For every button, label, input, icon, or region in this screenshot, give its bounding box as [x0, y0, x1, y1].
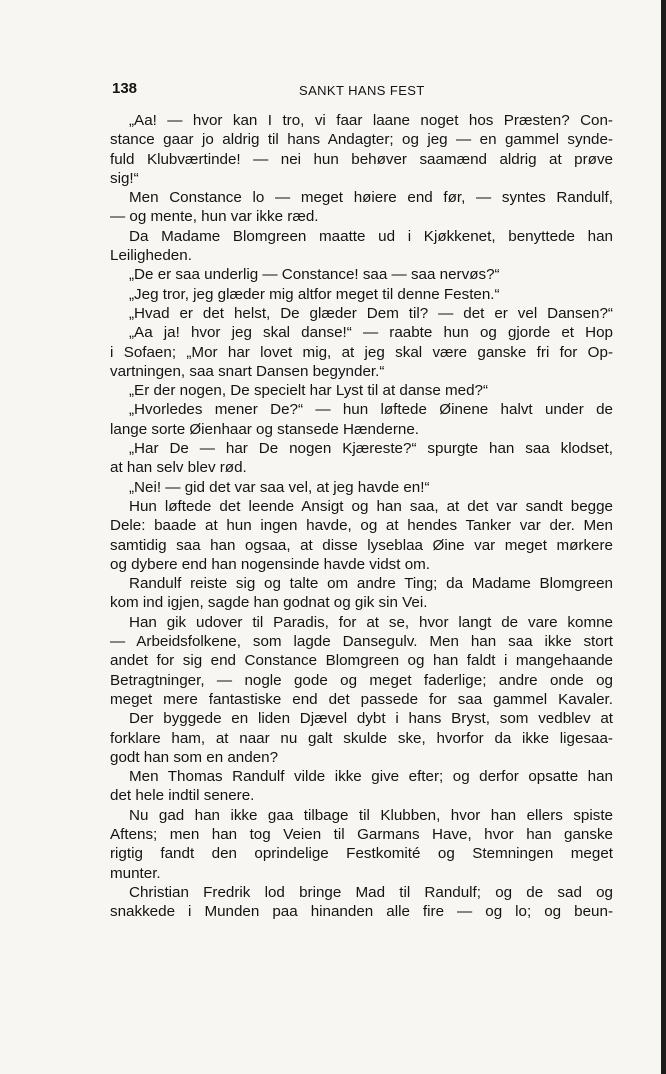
running-title: SANKT HANS FEST [299, 83, 425, 98]
text-line: andet for sig end Constance Blomgreen og han faldt i mangehaande [110, 652, 613, 670]
page-header [112, 80, 614, 102]
text-line: „Hvad er det helst, De glæder Dem til? — det er vel Dansen?“ [129, 304, 613, 322]
text-line: Betragtninger, — nogle gode og meget faderlige; andre onde og [110, 671, 613, 689]
text-line: „Hvorledes mener De?“ — hun løftede Øinene halvt under de [129, 401, 613, 419]
text-line: at han selv blev rød. [110, 459, 247, 477]
text-line: „Nei! — gid det var saa vel, at jeg havde en!“ [129, 478, 430, 496]
text-line: vartningen, saa snart Dansen begynder.“ [110, 362, 385, 380]
text-line: — og mente, hun var ikke ræd. [110, 208, 319, 226]
text-line: Christian Fredrik lod bringe Mad til Randulf; og de sad og [129, 883, 613, 901]
text-line: Aftens; men han tog Veien til Garmans Have, hvor han ganske [110, 825, 613, 843]
text-line: munter. [110, 864, 161, 882]
text-line: Der byggede en liden Djævel dybt i hans Bryst, som vedblev at [129, 710, 613, 728]
text-line: Han gik udover til Paradis, for at se, hvor langt de vare komne [129, 613, 613, 631]
text-line: det hele indtil senere. [110, 787, 255, 805]
text-line: „Aa ja! hvor jeg skal danse!“ — raabte hun og gjorde et Hop [129, 324, 613, 342]
text-line: „Har De — har De nogen Kjæreste?“ spurgte han saa klodset, [129, 440, 613, 458]
text-line: snakkede i Munden paa hinanden alle fire — og lo; og beun- [110, 903, 613, 921]
text-line: Men Thomas Randulf vilde ikke give efter; og derfor opsatte han [129, 768, 613, 786]
text-line: Da Madame Blomgreen maatte ud i Kjøkkenet, benyttede han [129, 227, 613, 245]
text-line: sig!“ [110, 169, 139, 187]
text-line: forklare ham, at naar nu galt skulde ske, hvorfor da ikke ligesaa- [110, 729, 613, 747]
text-line: lange sorte Øienhaar og stansede Hænderne. [110, 420, 420, 438]
text-line: „Er der nogen, De specielt har Lyst til at danse med?“ [129, 382, 489, 400]
text-line: samtidig saa han ogsaa, at disse lyseblaa Øine var meget mørkere [110, 536, 613, 554]
text-line: — Arbeidsfolkene, som lagde Dansegulv. Men han saa ikke stort [110, 633, 613, 651]
text-line: fuld Klubværtinde! — nei hun behøver saamænd aldrig at prøve [110, 150, 613, 168]
text-line: meget mere fantastiske end det passede for saa gammel Kavaler. [110, 690, 613, 708]
text-line: rigtig fandt den oprindelige Festkomité og Stemningen meget [110, 845, 613, 863]
body-text [110, 111, 613, 921]
text-line: i Sofaen; „Mor har lovet mig, at jeg skal være ganske fri for Op- [110, 343, 613, 361]
text-line: og dybere end han nogensinde havde vidst om. [110, 555, 431, 573]
text-line: Men Constance lo — meget høiere end før, — syntes Randulf, [129, 189, 613, 207]
text-line: „Jeg tror, jeg glæder mig altfor meget til denne Festen.“ [129, 285, 500, 303]
text-line: Leiligheden. [110, 247, 192, 265]
text-line: kom ind igjen, sagde han godnat og gik sin Vei. [110, 594, 428, 612]
page-number: 138 [112, 80, 138, 97]
text-line: Hun løftede det leende Ansigt og han saa, at det var sandt begge [129, 497, 613, 515]
text-line: „Aa! — hvor kan I tro, vi faar laane noget hos Præsten? Con- [129, 112, 613, 129]
text-line: godt han som en anden? [110, 748, 279, 766]
text-line: Dele: baade at hun ingen havde, og at hendes Tanker var der. Men [110, 517, 613, 535]
text-line: Randulf reiste sig og talte om andre Ting; da Madame Blomgreen [129, 575, 613, 593]
page-edge [661, 0, 666, 1074]
text-line: „De er saa underlig — Constance! saa — saa nervøs?“ [129, 266, 500, 284]
text-line: Nu gad han ikke gaa tilbage til Klubben, hvor han ellers spiste [129, 806, 613, 824]
text-line: stance gaar jo aldrig til hans Andagter; og jeg — en gammel synde- [110, 131, 613, 149]
